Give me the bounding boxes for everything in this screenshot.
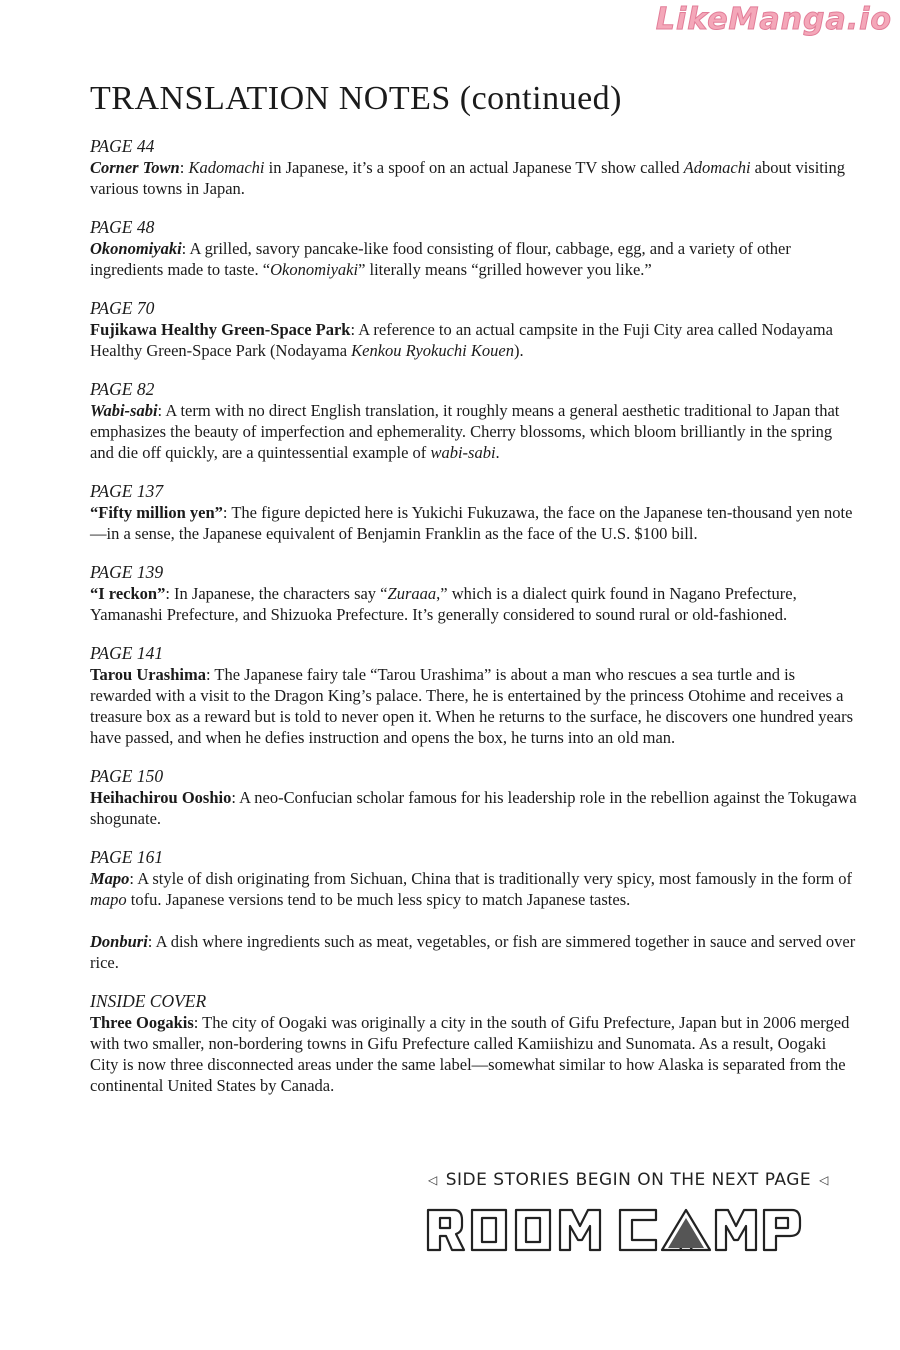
note-text: in Japanese, it’s a spoof on an actual Japanese TV show called bbox=[264, 158, 684, 177]
note-text: : The city of Oogaki was originally a city in the south of Gifu Prefecture, Japan but in 2006 merged with two smaller, non-bordering towns in Gifu Prefecture called Kamiishizu and Sunomata. As a result, Oogaki City is now three disconnected areas under the same label—somewhat similar to how Alaska is separated from the continental United States by Canada. bbox=[90, 1013, 850, 1095]
note-page-heading: PAGE 44 bbox=[90, 136, 155, 156]
note-term: Fujikawa Healthy Green-Space Park bbox=[90, 320, 351, 339]
note-term: mapo bbox=[90, 890, 127, 909]
note-text: ,” which is a dialect quirk found in Nagano Prefecture, Yamanashi Prefecture, and Shizuoka Prefecture. It’s generally considered to sound rural or old-fashioned. bbox=[90, 584, 797, 624]
note-body bbox=[90, 157, 858, 199]
note-term: wabi-sabi bbox=[430, 443, 496, 462]
note-text: : bbox=[179, 158, 189, 177]
notes-list bbox=[90, 136, 858, 1114]
room-camp-logo bbox=[424, 1204, 804, 1256]
translation-note bbox=[90, 766, 858, 829]
note-page-heading: PAGE 82 bbox=[90, 379, 155, 399]
watermark-logo: LikeManga.io bbox=[655, 2, 892, 37]
left-triangle-icon: ◁ bbox=[819, 1173, 829, 1187]
note-text: : The figure depicted here is Yukichi Fukuzawa, the face on the Japanese ten-thousand yen note—in a sense, the Japanese equivalent of Benjamin Franklin as the face of the U.S. $100 bill. bbox=[90, 503, 853, 543]
note-text: ). bbox=[513, 341, 524, 360]
note-text: : In Japanese, the characters say “ bbox=[165, 584, 388, 603]
note-term: Wabi-sabi bbox=[90, 401, 158, 420]
note-page-heading: PAGE 141 bbox=[90, 643, 164, 663]
side-stories-banner bbox=[428, 1170, 829, 1190]
note-text: : A term with no direct English translation, it roughly means a general aesthetic traditional to Japan that emphasizes the beauty of imperfection and ephemerality. Cherry blossoms, which bloom brilliantly in the spring and die off quickly, are a quintessential example of bbox=[90, 401, 840, 462]
note-term: Corner Town bbox=[90, 158, 180, 177]
page-title: TRANSLATION NOTES (continued) bbox=[90, 80, 622, 117]
translation-note bbox=[90, 379, 858, 463]
note-term: Tarou Urashima bbox=[90, 665, 206, 684]
note-page-heading: PAGE 48 bbox=[90, 217, 155, 237]
note-text: : A reference to an actual campsite in the Fuji City area called Nodayama Healthy Green-Space Park (Nodayama bbox=[90, 320, 833, 360]
note-text: about visiting various towns in Japan. bbox=[90, 158, 845, 198]
note-text: tofu. Japanese versions tend to be much less spicy to match Japanese tastes. bbox=[126, 890, 631, 909]
note-text: : A grilled, savory pancake-like food consisting of flour, cabbage, egg, and a variety of other ingredients made to taste. “ bbox=[90, 239, 791, 279]
note-body bbox=[90, 931, 858, 973]
note-text: ” literally means “grilled however you like.” bbox=[358, 260, 652, 279]
note-body bbox=[90, 319, 858, 361]
note-body bbox=[90, 400, 858, 463]
note-term: Heihachirou Ooshio bbox=[90, 788, 232, 807]
note-term: Donburi bbox=[90, 932, 148, 951]
note-text: . bbox=[495, 443, 500, 462]
note-body bbox=[90, 238, 858, 280]
note-term: Okonomiyaki bbox=[90, 239, 182, 258]
note-term: Okonomiyaki bbox=[270, 260, 359, 279]
translation-note bbox=[90, 562, 858, 625]
note-page-heading: PAGE 150 bbox=[90, 766, 164, 786]
note-text: : A style of dish originating from Sichuan, China that is traditionally very spicy, most famously in the form of bbox=[129, 869, 852, 888]
translation-note bbox=[90, 643, 858, 748]
note-text: : A neo-Confucian scholar famous for his leadership role in the rebellion against the Tokugawa shogunate. bbox=[90, 788, 857, 828]
translation-note bbox=[90, 481, 858, 544]
note-body bbox=[90, 868, 858, 910]
translation-note bbox=[90, 991, 858, 1096]
note-term: Kadomachi bbox=[188, 158, 265, 177]
note-body bbox=[90, 1012, 858, 1096]
note-term: Zuraaa bbox=[387, 584, 437, 603]
translation-note bbox=[90, 136, 858, 199]
translation-note bbox=[90, 217, 858, 280]
translation-note bbox=[90, 847, 858, 973]
note-page-heading: PAGE 139 bbox=[90, 562, 164, 582]
note-page-heading: PAGE 70 bbox=[90, 298, 155, 318]
note-term: Kenkou Ryokuchi Kouen bbox=[351, 341, 514, 360]
note-text: : The Japanese fairy tale “Tarou Urashima” is about a man who rescues a sea turtle and is rewarded with a visit to the Dragon King’s palace. There, he is entertained by the princess Otohime and receives a treasure box as a reward but is told to never open it. When he returns to the surface, he discovers one hundred years have passed, and when he defies instruction and opens the box, he turns into an old man. bbox=[90, 665, 854, 747]
note-page-heading: PAGE 161 bbox=[90, 847, 164, 867]
note-term: “Fifty million yen” bbox=[90, 503, 223, 522]
note-page-heading: PAGE 137 bbox=[90, 481, 164, 501]
note-body bbox=[90, 787, 858, 829]
left-triangle-icon: ◁ bbox=[428, 1173, 438, 1187]
side-stories-text: SIDE STORIES BEGIN ON THE NEXT PAGE bbox=[445, 1170, 812, 1190]
note-body bbox=[90, 664, 858, 748]
note-text: : A dish where ingredients such as meat, vegetables, or fish are simmered together in sauce and served over rice. bbox=[90, 932, 856, 972]
note-term: Mapo bbox=[90, 869, 130, 888]
note-body bbox=[90, 583, 858, 625]
note-term: Three Oogakis bbox=[90, 1013, 194, 1032]
note-term: Adomachi bbox=[683, 158, 751, 177]
note-body bbox=[90, 502, 858, 544]
note-page-heading: INSIDE COVER bbox=[90, 991, 207, 1011]
translation-note bbox=[90, 298, 858, 361]
note-term: “I reckon” bbox=[90, 584, 166, 603]
